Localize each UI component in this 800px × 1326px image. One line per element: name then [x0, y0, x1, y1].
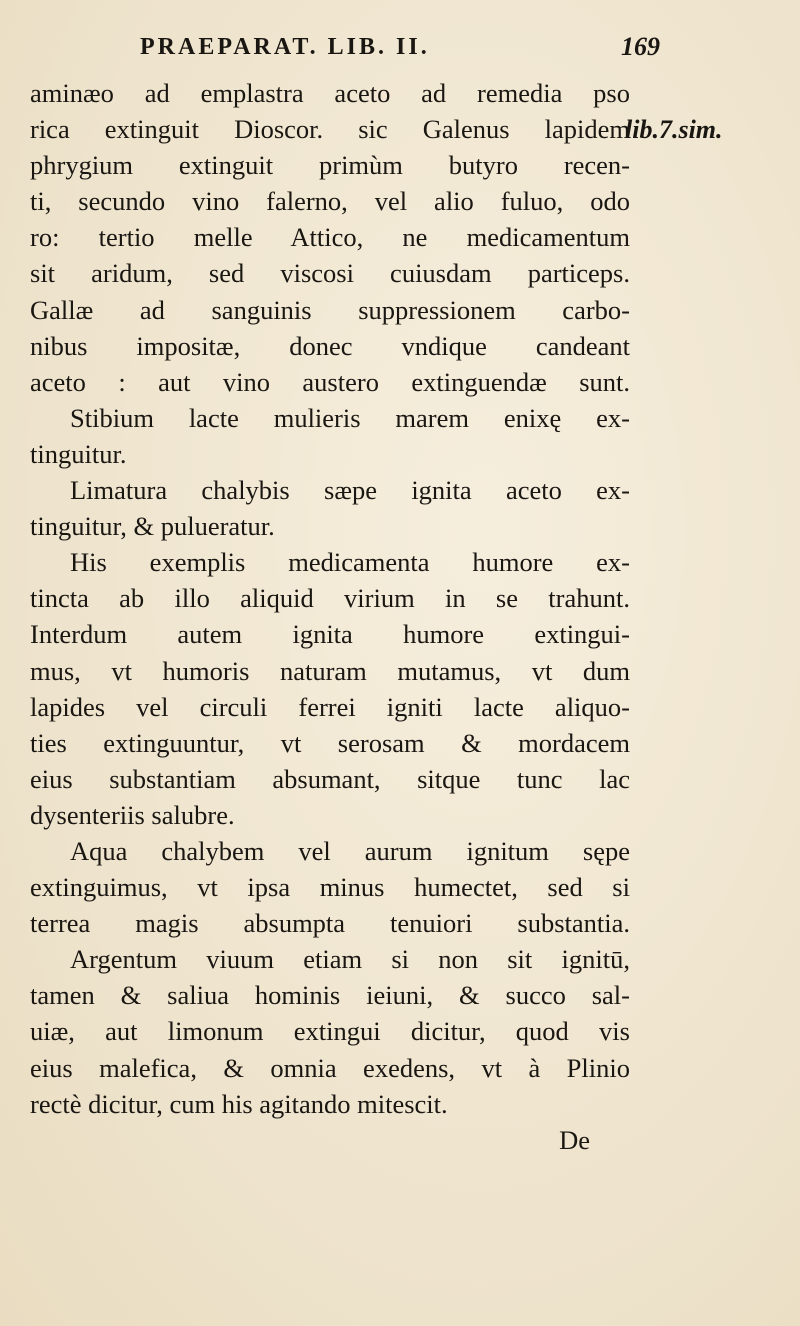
text-line: Interdum autem ignita humore extingui- — [30, 619, 630, 650]
text-line: uiæ, aut limonum extingui dicitur, quod vis — [30, 1016, 630, 1047]
text-line: ro: tertio melle Attico, ne medicamentum — [30, 222, 630, 253]
page-number: 169 — [621, 32, 660, 61]
text-line: nibus impositæ, donec vndique candeant — [30, 330, 630, 361]
catchword: De — [559, 1124, 590, 1155]
text-line: eius malefica, & omnia exedens, vt à Plinio — [30, 1052, 630, 1083]
text-line: ties extinguuntur, vt serosam & mordacem — [30, 727, 630, 758]
text-line: mus, vt humoris naturam mutamus, vt dum — [30, 655, 630, 686]
marginal-note: lib.7.sim. — [625, 115, 723, 144]
text-line: phrygium extinguit primùm butyro recen- — [30, 150, 630, 181]
text-line: Stibium lacte mulieris marem enixę ex- — [70, 402, 630, 433]
text-line: eius substantiam absumant, sitque tunc lac — [30, 763, 630, 794]
text-line: Aqua chalybem vel aurum ignitum sępe — [70, 835, 630, 866]
text-line: extinguimus, vt ipsa minus humectet, sed si — [30, 872, 630, 903]
text-line: Gallæ ad sanguinis suppressionem carbo- — [30, 294, 630, 325]
text-line: sit aridum, sed viscosi cuiusdam particeps. — [30, 258, 630, 289]
text-line: Limatura chalybis sæpe ignita aceto ex- — [70, 475, 630, 506]
text-line: terrea magis absumpta tenuiori substantia. — [30, 908, 630, 939]
text-line: aceto : aut vino austero extinguendæ sunt. — [30, 366, 630, 397]
text-line: rectè dicitur, cum his agitando mitescit. — [30, 1088, 448, 1119]
text-line: tinguitur, & pulueratur. — [30, 511, 275, 542]
text-line: aminæo ad emplastra aceto ad remedia pso — [30, 78, 630, 108]
text-line: lapides vel circuli ferrei igniti lacte aliquo- — [30, 691, 630, 722]
text-line: tamen & saliua hominis ieiuni, & succo sal- — [30, 980, 630, 1011]
body-text — [30, 75, 630, 1158]
text-line: tincta ab illo aliquid virium in se trahunt. — [30, 583, 630, 614]
text-line: dysenteriis salubre. — [30, 799, 235, 830]
text-line: tinguitur. — [30, 438, 127, 469]
text-line: Argentum viuum etiam si non sit ignitū, — [70, 944, 630, 975]
text-line: rica extinguit Dioscor. sic Galenus lapidem — [30, 114, 630, 145]
text-line: ti, secundo vino falerno, vel alio fuluo, odo — [30, 186, 630, 217]
running-head — [140, 30, 660, 66]
text-line: His exemplis medicamenta humore ex- — [70, 547, 630, 578]
running-title: PRAEPARAT. LIB. II. — [140, 34, 430, 60]
